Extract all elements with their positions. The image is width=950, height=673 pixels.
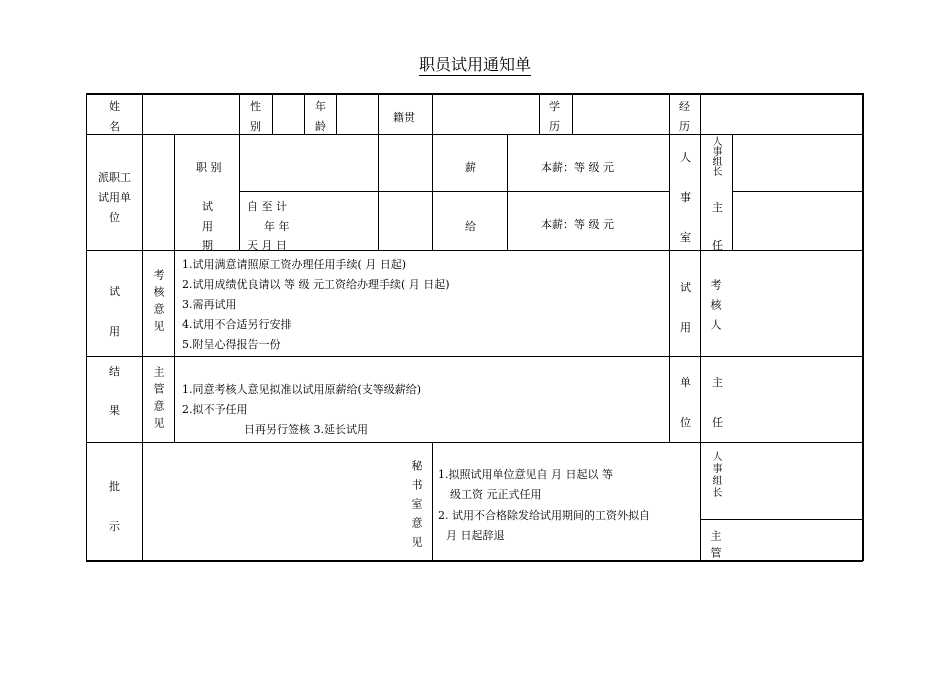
age-label: 年 [315, 100, 326, 113]
trial-period-label: 试 [202, 200, 213, 213]
supervisor-option[interactable]: 1.同意考核人意见拟准以试用原薪给(支等级薪给) [182, 383, 422, 396]
position-label: 职 别 [196, 161, 222, 174]
trial-period-value[interactable]: 天 月 日 [247, 239, 287, 252]
director-label: 任 [712, 239, 723, 252]
secretary-option[interactable]: 2. 试用不合格除发给试用期间的工资外拟自 [438, 509, 650, 522]
origin-label: 籍贯 [393, 111, 415, 124]
gender-field[interactable] [273, 95, 304, 134]
approval-label: 批 [109, 480, 120, 493]
trial-result-label: 用 [109, 325, 120, 338]
trial-period-value[interactable]: 年 年 [264, 220, 290, 233]
supervisor-option[interactable]: 日再另行签核 3.延长试用 [244, 423, 368, 436]
director-signature[interactable] [733, 192, 862, 250]
trial-unit-label: 试 [680, 281, 691, 294]
assessment-option[interactable]: 1.试用满意请照原工资办理任用手续( 月 日起) [182, 258, 407, 271]
assessment-option[interactable]: 3.需再试用 [182, 298, 237, 311]
form-title: 职员试用通知单 [418, 55, 531, 74]
trial-period-value[interactable]: 自 至 计 [247, 200, 287, 213]
base-salary-value[interactable]: 本薪：等 级 元 [541, 218, 614, 231]
trial-result-label: 结 [109, 365, 120, 378]
hr-office-label: 事 [680, 191, 691, 204]
approval-field[interactable] [143, 443, 374, 560]
base-salary-value[interactable]: 本薪：等 级 元 [541, 161, 614, 174]
trial-period-label: 期 [202, 239, 213, 252]
assessment-opinion-label: 考核意见 [152, 269, 165, 337]
assessment-option[interactable]: 5.附呈心得报告一份 [182, 338, 281, 351]
gender-label: 性 [250, 100, 261, 113]
chief-label: 任 [712, 416, 723, 429]
trial-unit-label: 用 [680, 321, 691, 334]
salary-label: 给 [465, 220, 476, 233]
supervisor-opinion-label: 主管意见 [152, 366, 165, 434]
name-field[interactable] [143, 95, 239, 134]
secretary-option[interactable]: 级工资 元正式任用 [450, 488, 542, 501]
assigned-unit-label: 派职工 [98, 171, 131, 184]
secretary-opinion-label: 秘书室意见 [410, 460, 423, 555]
assessor-label: 考核人 [709, 279, 722, 339]
trial-period-label: 用 [202, 220, 213, 233]
education-label: 历 [549, 120, 560, 133]
name-label: 姓 [109, 100, 120, 113]
hr-office-label: 人 [680, 151, 691, 164]
age-field[interactable] [337, 95, 378, 134]
hr-leader-label: 人事组长 [710, 451, 721, 499]
hr-office-label: 室 [680, 231, 691, 244]
education-field[interactable] [573, 95, 669, 134]
assessor-signature[interactable] [733, 251, 862, 356]
manager-signature[interactable] [733, 520, 862, 560]
salary-label: 薪 [465, 161, 476, 174]
chief-label: 主 [712, 376, 723, 389]
experience-label: 经 [679, 100, 690, 113]
secretary-option[interactable]: 月 日起辞退 [446, 529, 505, 542]
name-label: 名 [109, 120, 120, 133]
experience-label: 历 [679, 120, 690, 133]
director-label: 主 [712, 201, 723, 214]
trial-notice-form [86, 93, 863, 564]
hr-leader-signature[interactable] [733, 135, 862, 191]
hr-leader-label: 人事组长 [710, 136, 721, 176]
gender-label: 别 [250, 120, 261, 133]
position-field[interactable] [240, 135, 378, 191]
manager-label: 主管 [709, 530, 722, 564]
assessment-option[interactable]: 2.试用成绩优良请以 等 级 元工资给办理手续( 月 日起) [182, 278, 450, 291]
assessment-option[interactable]: 4.试用不合适另行安排 [182, 318, 292, 331]
trial-unit-label: 位 [680, 416, 691, 429]
experience-field[interactable] [701, 95, 862, 134]
assigned-unit-label: 位 [109, 211, 120, 224]
education-label: 学 [549, 100, 560, 113]
age-label: 龄 [315, 120, 326, 133]
trial-unit-label: 单 [680, 376, 691, 389]
assigned-unit-label: 试用单 [98, 191, 131, 204]
chief-signature[interactable] [733, 357, 862, 442]
origin-field[interactable] [433, 95, 539, 134]
trial-result-label: 试 [109, 285, 120, 298]
trial-result-label: 果 [109, 404, 120, 417]
hr-leader-signature[interactable] [733, 443, 862, 519]
supervisor-option[interactable]: 2.拟不予任用 [182, 403, 248, 416]
approval-label: 示 [109, 520, 120, 533]
secretary-option[interactable]: 1.拟照试用单位意见自 月 日起以 等 [438, 468, 613, 481]
